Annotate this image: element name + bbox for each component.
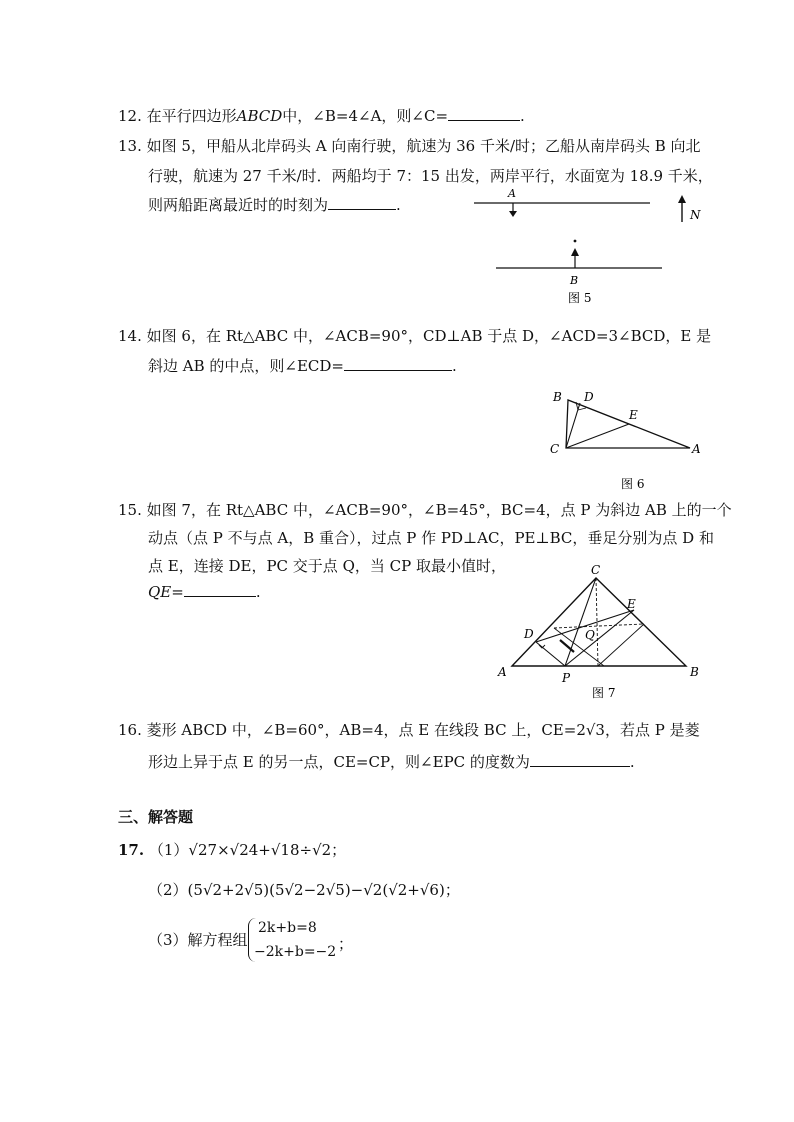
question-17-part-3-end: ； bbox=[338, 935, 354, 953]
question-text: （3）解方程组 bbox=[148, 931, 248, 949]
question-15-line-4 bbox=[148, 582, 261, 602]
answer-blank[interactable] bbox=[530, 752, 630, 767]
boat-b-arrowhead bbox=[571, 248, 579, 256]
question-12 bbox=[118, 106, 525, 126]
question-text: 在平行四边形 bbox=[146, 107, 237, 125]
point-d-label: D bbox=[584, 390, 594, 404]
question-text: （2）(5√2+2√5)(5√2−2√5)−√2(√2+√6)； bbox=[148, 881, 460, 899]
question-17-part-2 bbox=[148, 880, 460, 900]
question-15-line-3 bbox=[148, 556, 506, 576]
figure-5 bbox=[470, 186, 710, 312]
question-text: . bbox=[629, 753, 635, 771]
equation-2: −2k+b=−2 bbox=[254, 944, 337, 960]
question-13-line-3 bbox=[148, 195, 401, 215]
question-17-part-1 bbox=[118, 840, 346, 860]
figure-7 bbox=[494, 562, 714, 702]
question-text: 点 E，连接 DE，PC 交于点 Q，当 CP 取最小值时， bbox=[148, 557, 506, 575]
equation-1: 2k+b=8 bbox=[258, 920, 317, 936]
point-a-label: A bbox=[692, 442, 701, 456]
question-number: 16. bbox=[118, 721, 142, 739]
boat-a-arrowhead bbox=[509, 211, 517, 217]
question-text: 动点（点 P 不与点 A，B 重合），过点 P 作 PD⊥AC，PE⊥BC，垂足分别为点 D 和 bbox=[148, 529, 714, 547]
point-b-label: B bbox=[690, 665, 699, 679]
point-c-label: C bbox=[591, 563, 601, 577]
question-text: QE= bbox=[148, 583, 184, 601]
north-arrowhead bbox=[678, 195, 686, 203]
figure-7-caption: 图 7 bbox=[592, 686, 616, 700]
question-text: 行驶，航速为 27 千米/时．两船均于 7：15 出发，两岸平行，水面宽为 18.9 千米， bbox=[148, 167, 713, 185]
question-text: 形边上异于点 E 的另一点，CE=CP，则∠EPC 的度数为 bbox=[148, 753, 530, 771]
point-d-label: D bbox=[524, 627, 534, 641]
point-p-label: P bbox=[562, 671, 571, 685]
question-number: 12. bbox=[118, 107, 142, 125]
question-13-line-1 bbox=[118, 136, 701, 156]
question-text: . bbox=[520, 107, 525, 125]
question-number: 14. bbox=[118, 327, 142, 345]
question-15-line-1 bbox=[118, 500, 732, 520]
question-text: 则两船距离最近时的时刻为 bbox=[148, 196, 329, 214]
answer-blank[interactable] bbox=[328, 195, 396, 210]
answer-blank[interactable] bbox=[184, 582, 256, 597]
question-text: 菱形 ABCD 中，∠B=60°，AB=4，点 E 在线段 BC 上，CE=2√3，若点 P 是菱 bbox=[146, 721, 700, 739]
question-text: 中，∠B=4∠A，则∠C= bbox=[282, 107, 449, 125]
point-a-label: A bbox=[498, 665, 507, 679]
question-text: 如图 7，在 Rt△ABC 中，∠ACB=90°，∠B=45°，BC=4，点 P 为斜边 AB 上的一个 bbox=[146, 501, 732, 519]
segment-pd bbox=[536, 642, 565, 666]
point-a-label: A bbox=[508, 187, 516, 200]
point-e-label: E bbox=[627, 597, 636, 611]
question-text: 如图 6，在 Rt△ABC 中，∠ACB=90°，CD⊥AB 于点 D，∠ACD=3∠BCD，E 是 bbox=[146, 327, 712, 345]
point-b-label: B bbox=[553, 390, 562, 404]
question-text: . bbox=[255, 583, 261, 601]
aux-line-1 bbox=[554, 628, 604, 666]
point-q-label: Q bbox=[585, 628, 595, 642]
question-text: （1）√27×√24+√18÷√2； bbox=[148, 841, 347, 859]
question-text: 斜边 AB 的中点，则∠ECD= bbox=[148, 357, 344, 375]
north-label: N bbox=[690, 208, 701, 222]
question-text: 如图 5，甲船从北岸码头 A 向南行驶，航速为 36 千米/时；乙船从南岸码头 B 向北 bbox=[146, 137, 701, 155]
figure-6-caption: 图 6 bbox=[621, 477, 645, 491]
question-15-line-2 bbox=[148, 528, 714, 548]
question-text: ABCD bbox=[236, 107, 283, 125]
question-16-line-1 bbox=[118, 720, 700, 740]
boat-b-dot bbox=[574, 240, 577, 243]
question-number: 13. bbox=[118, 137, 142, 155]
segment-ce bbox=[566, 424, 629, 448]
question-number: 17. bbox=[118, 841, 145, 859]
question-number: 15. bbox=[118, 501, 142, 519]
question-13-line-2 bbox=[148, 166, 713, 186]
answer-blank[interactable] bbox=[344, 356, 452, 371]
aux-line-3 bbox=[554, 624, 644, 628]
figure-5-caption: 图 5 bbox=[568, 291, 592, 305]
answer-blank[interactable] bbox=[448, 106, 520, 121]
section-heading: 三、解答题 bbox=[118, 808, 194, 826]
question-14-line-1 bbox=[118, 326, 711, 346]
question-text: . bbox=[396, 196, 401, 214]
question-14-line-2 bbox=[148, 356, 457, 376]
point-c-label: C bbox=[550, 442, 560, 456]
point-b-label: B bbox=[570, 274, 579, 287]
aux-line-2 bbox=[598, 624, 644, 666]
point-e-label: E bbox=[629, 408, 638, 422]
figure-6 bbox=[544, 386, 714, 492]
question-17-part-3 bbox=[148, 930, 248, 950]
question-16-line-2 bbox=[148, 752, 635, 772]
question-text: . bbox=[451, 357, 457, 375]
